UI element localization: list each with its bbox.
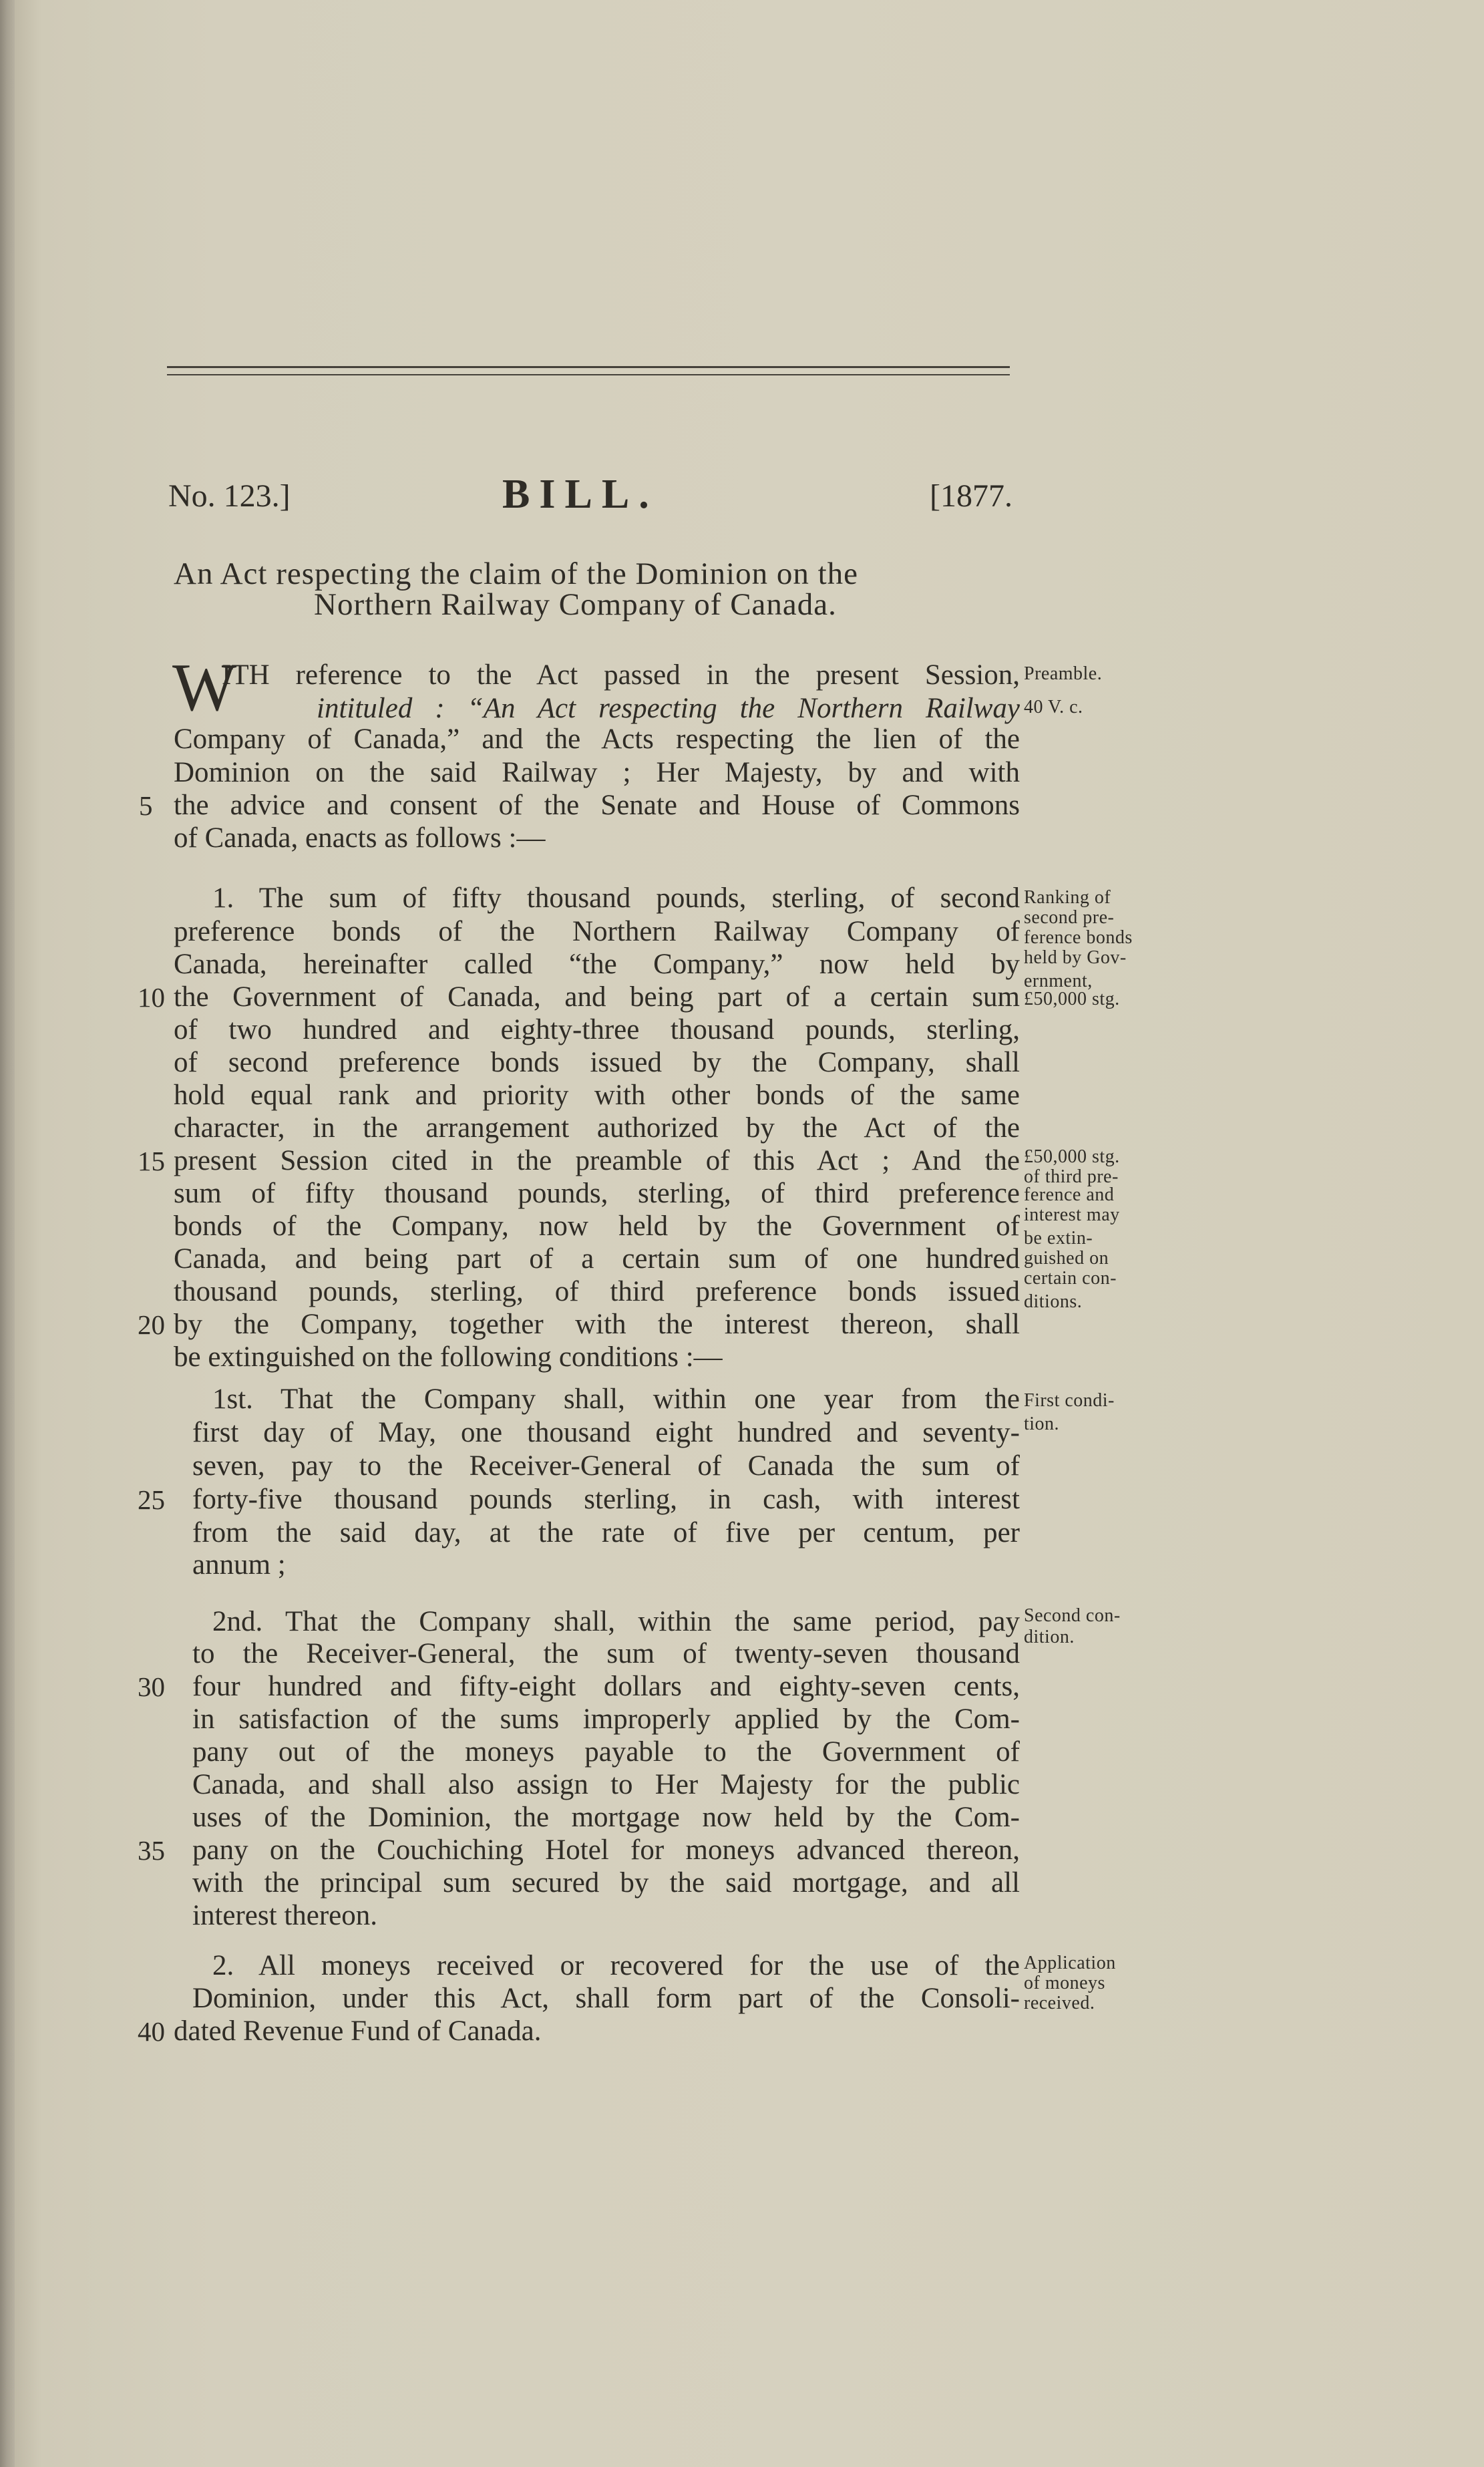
- section1-line: thousand pounds, sterling, of third preference bonds issued: [174, 1276, 1020, 1307]
- margin-note-second-condition: dition.: [1024, 1627, 1075, 1647]
- condition1-line: 1st. That the Company shall, within one year from the: [212, 1383, 1020, 1415]
- drop-cap: W: [172, 650, 237, 725]
- bill-number: No. 123.]: [168, 478, 291, 514]
- line-number: 25: [138, 1484, 165, 1515]
- preamble-line: the advice and consent of the Senate and House of Commons: [174, 790, 1020, 821]
- margin-note-preamble: 40 V. c.: [1024, 697, 1083, 717]
- page-edge: [0, 0, 15, 2467]
- condition2-line: four hundred and fifty-eight dollars and eighty-seven cents,: [192, 1671, 1020, 1702]
- section1-line: preference bonds of the Northern Railway Company of: [174, 916, 1020, 947]
- condition2-line: Canada, and shall also assign to Her Majesty for the public: [192, 1769, 1020, 1800]
- margin-note-ranking: ference bonds: [1024, 927, 1133, 948]
- condition2-line: to the Receiver-General, the sum of twenty-seven thousand: [192, 1638, 1020, 1669]
- margin-note-first-condition: First condi-: [1024, 1390, 1115, 1411]
- section1-line: of second preference bonds issued by the Company, shall: [174, 1047, 1020, 1078]
- condition2-line: in satisfaction of the sums improperly applied by the Com-: [192, 1703, 1020, 1735]
- section2-line: 2. All moneys received or recovered for the use of the: [212, 1950, 1020, 1981]
- section1-line: by the Company, together with the interest thereon, shall: [174, 1309, 1020, 1340]
- preamble-line: of Canada, enacts as follows :—: [174, 822, 546, 854]
- margin-note-extinguish: of third pre-: [1024, 1166, 1119, 1187]
- section1-line: of two hundred and eighty-three thousand pounds, sterling,: [174, 1014, 1020, 1045]
- condition2-line: interest thereon.: [192, 1900, 378, 1931]
- margin-note-extinguish: interest may: [1024, 1204, 1120, 1225]
- condition2-line: pany on the Couchiching Hotel for moneys advanced thereon,: [192, 1834, 1020, 1866]
- margin-note-ranking: second pre-: [1024, 907, 1115, 928]
- preamble-line: Dominion on the said Railway ; Her Majesty, by and with: [174, 757, 1020, 788]
- condition2-line: with the principal sum secured by the said mortgage, and all: [192, 1867, 1020, 1899]
- header-rule: [167, 374, 1010, 375]
- line-number: 30: [138, 1671, 165, 1702]
- condition2-line: uses of the Dominion, the mortgage now held by the Com-: [192, 1802, 1020, 1833]
- section1-line: be extinguished on the following conditions :—: [174, 1341, 723, 1373]
- bill-heading: BILL.: [502, 472, 659, 517]
- margin-note-first-condition: tion.: [1024, 1414, 1060, 1434]
- margin-note-application: of moneys: [1024, 1973, 1105, 1993]
- line-number: 40: [138, 2016, 165, 2047]
- line-number: 35: [138, 1835, 165, 1866]
- margin-note-extinguish: guished on: [1024, 1248, 1109, 1269]
- margin-note-ranking: held by Gov-: [1024, 947, 1127, 968]
- margin-note-extinguish: ference and: [1024, 1184, 1115, 1205]
- section2-line: Dominion, under this Act, shall form part of the Consoli-: [192, 1983, 1020, 2014]
- section1-line: sum of fifty thousand pounds, sterling, of third preference: [174, 1178, 1020, 1209]
- section1-line: Canada, and being part of a certain sum of one hundred: [174, 1243, 1020, 1275]
- line-number: 5: [139, 790, 153, 821]
- header-rule: [167, 366, 1010, 368]
- act-title-line: An Act respecting the claim of the Dominion on the: [174, 556, 859, 591]
- bill-year: [1877.: [930, 478, 1012, 514]
- condition2-line: 2nd. That the Company shall, within the same period, pay: [212, 1606, 1020, 1637]
- section1-line: Canada, hereinafter called “the Company,” now held by: [174, 949, 1020, 980]
- margin-note-extinguish: ditions.: [1024, 1291, 1083, 1312]
- condition2-line: pany out of the moneys payable to the Government of: [192, 1736, 1020, 1768]
- margin-note-ranking: £50,000 stg.: [1024, 989, 1120, 1009]
- condition1-line: first day of May, one thousand eight hundred and seventy-: [192, 1417, 1020, 1448]
- section1-line: present Session cited in the preamble of this Act ; And the: [174, 1145, 1020, 1176]
- preamble-line: ITH reference to the Act passed in the present Session,: [222, 659, 1020, 691]
- margin-note-second-condition: Second con-: [1024, 1605, 1121, 1626]
- margin-note-ranking: Ranking of: [1024, 887, 1111, 908]
- line-number: 10: [138, 982, 165, 1013]
- margin-note-extinguish: £50,000 stg.: [1024, 1146, 1120, 1167]
- condition1-line: annum ;: [192, 1549, 286, 1581]
- margin-note-extinguish: certain con-: [1024, 1268, 1117, 1289]
- margin-note-extinguish: be extin-: [1024, 1228, 1093, 1249]
- section1-line: bonds of the Company, now held by the Government of: [174, 1210, 1020, 1242]
- section1-line: hold equal rank and priority with other bonds of the same: [174, 1080, 1020, 1111]
- preamble-line: intituled : “An Act respecting the Northern Railway: [317, 693, 1020, 724]
- margin-note-application: Application: [1024, 1953, 1116, 1973]
- margin-note-preamble: Preamble.: [1024, 663, 1103, 684]
- line-number: 20: [138, 1309, 165, 1340]
- section2-line: dated Revenue Fund of Canada.: [174, 2015, 542, 2047]
- act-title-line: Northern Railway Company of Canada.: [314, 587, 837, 622]
- margin-note-ranking: ernment,: [1024, 971, 1093, 991]
- margin-note-application: received.: [1024, 1993, 1095, 2013]
- condition1-line: from the said day, at the rate of five per centum, per: [192, 1517, 1020, 1548]
- line-number: 15: [138, 1146, 165, 1176]
- section1-line: 1. The sum of fifty thousand pounds, sterling, of second: [212, 882, 1020, 914]
- condition1-line: seven, pay to the Receiver-General of Canada the sum of: [192, 1450, 1020, 1482]
- section1-line: character, in the arrangement authorized by the Act of the: [174, 1112, 1020, 1144]
- preamble-line: Company of Canada,” and the Acts respecting the lien of the: [174, 723, 1020, 755]
- condition1-line: forty-five thousand pounds sterling, in cash, with interest: [192, 1484, 1020, 1515]
- section1-line: the Government of Canada, and being part of a certain sum: [174, 981, 1020, 1013]
